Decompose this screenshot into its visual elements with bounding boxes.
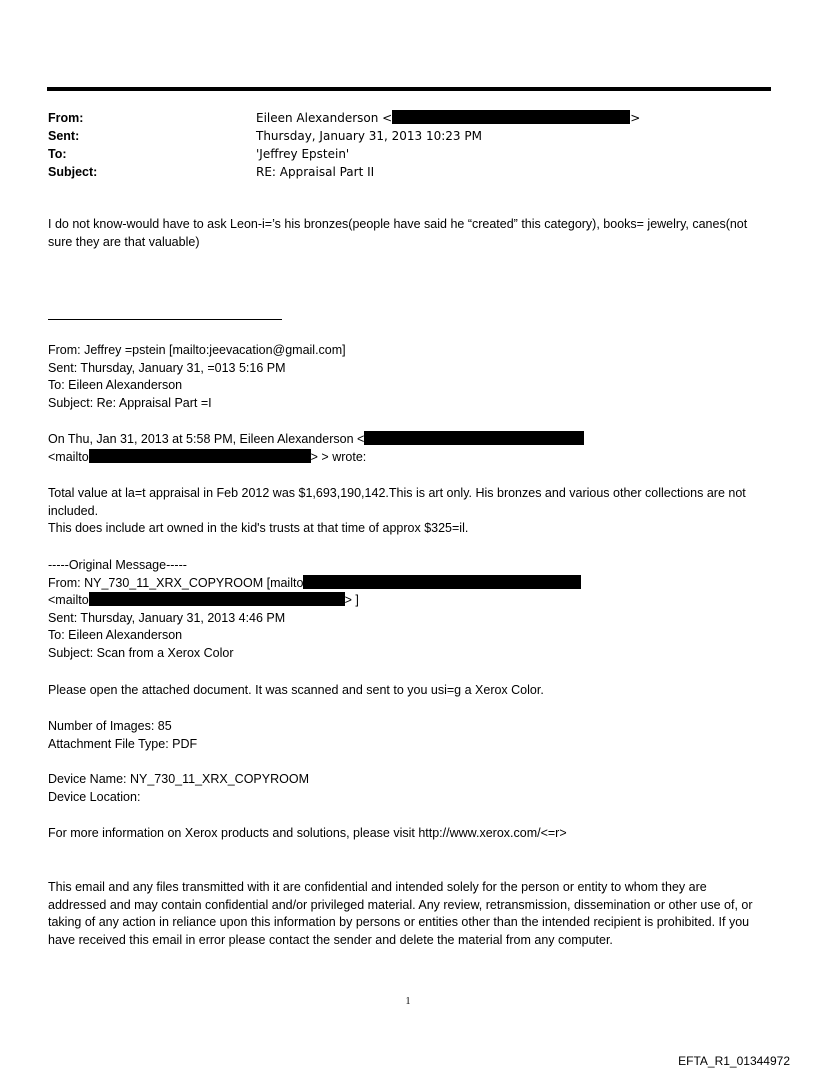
to-value: 'Jeffrey Epstein' [256,147,350,161]
reply-text: I do not know-would have to ask Leon-i=’s his bronzes(people have said he “created” this category), books= jewelry, canes(not sure they are that valuable) [48,217,748,249]
sent-value: Thursday, January 31, 2013 10:23 PM [256,129,482,143]
original-to: To: Eileen Alexanderson [48,628,183,642]
disclaimer [48,879,760,949]
from-name: Eileen Alexanderson < [256,111,393,125]
from-close: > [630,111,641,125]
on-line-1 [48,431,768,449]
original-mailto [48,592,768,610]
more-info [48,825,768,843]
header-rule [47,87,771,91]
disclaimer-text: This email and any files transmitted with it are confidential and intended solely for the person or entity to whom they are addressed and may contain confidential and/or privileged material. Any review, retransmission, dissemination or other use of, or taking of any action in reliance upon this information by persons or entities other than the intended recipient is prohibited. If you have received this email in error please contact the sender and delete the material from any computer. [48,880,753,947]
original-from-prefix: From: NY_730_11_XRX_COPYROOM [mailto [48,575,304,590]
device-name: Device Name: NY_730_11_XRX_COPYROOM [48,772,309,786]
quote-separator [48,319,282,320]
redaction-block [303,575,581,589]
quoted1-sent: Sent: Thursday, January 31, =013 5:16 PM [48,360,286,375]
total-value-paragraph [48,485,768,538]
header-to-row [48,145,768,163]
header-subject-row [48,163,768,181]
redaction-block [89,592,345,606]
on-wrote-line [48,431,768,466]
from-label: From: [48,111,84,125]
original-mailto-prefix: <mailto [48,593,89,607]
device-location: Device Location: [48,789,141,804]
on-line-prefix: On Thu, Jan 31, 2013 at 5:58 PM, Eileen Alexanderson < [48,432,365,446]
original-message [48,557,768,662]
scan-open-text [48,682,768,700]
scan-num-images: Number of Images: 85 [48,719,172,733]
redaction-block [89,449,311,463]
scan-attachment-type: Attachment File Type: PDF [48,736,198,751]
total-value-line1: Total value at la=t appraisal in Feb 2012 was $1,693,190,142.This is art only. His bronzes and various other collections are not included. [48,486,746,518]
quoted-header-1 [48,342,768,412]
quoted1-from: From: Jeffrey =pstein [mailto:jeevacation@gmail.com] [48,343,346,357]
original-mailto-suffix: > ] [344,593,359,607]
to-label: To: [48,147,67,161]
subject-label: Subject: [48,165,98,179]
header-sent-row [48,127,768,145]
original-subject: Subject: Scan from a Xerox Color [48,645,234,660]
scan-details [48,718,768,753]
on-line-2 [48,449,768,467]
document-id: EFTA_R1_01344972 [678,1054,790,1068]
quoted1-subject: Subject: Re: Appraisal Part =I [48,395,212,410]
redaction-block [392,110,630,124]
device-details [48,771,768,806]
scan-open-line: Please open the attached document. It was scanned and sent to you usi=g a Xerox Color. [48,683,544,697]
email-header [48,109,768,181]
sent-label: Sent: [48,129,80,143]
original-from [48,575,768,593]
redaction-block [364,431,584,445]
on-line-suffix: > > wrote: [310,449,367,464]
more-info-line: For more information on Xerox products and solutions, please visit http://www.xerox.com/<=r> [48,826,567,840]
on-line-mailto: <mailto [48,449,89,464]
original-marker: -----Original Message----- [48,558,187,572]
page-number: 1 [405,996,411,1007]
from-value [256,109,768,127]
reply-body [48,216,760,251]
original-sent: Sent: Thursday, January 31, 2013 4:46 PM [48,610,286,625]
total-value-line2: This does include art owned in the kid's trusts at that time of approx $325=il. [48,521,469,535]
quoted1-to: To: Eileen Alexanderson [48,378,183,392]
subject-value: RE: Appraisal Part II [256,165,375,179]
header-from-row [48,109,768,127]
